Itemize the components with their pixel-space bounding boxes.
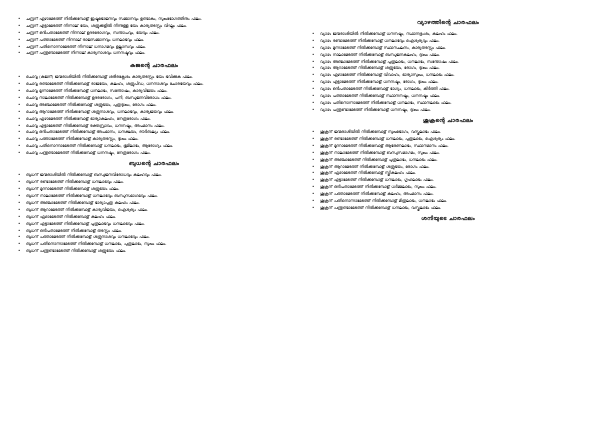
bullet-icon: •	[312, 177, 315, 183]
bullet-icon: •	[18, 136, 21, 142]
list-item-text: ചൊവ്വ രണ്ടാമേടത്ത് നിൽക്കമ്പോള് രാജഭയം, കലഹം, ശത്രുപീഡ, ധനനാശവും ചോരഭയവും ഫലം.	[26, 81, 204, 87]
section	[310, 216, 586, 223]
list-item-text: ചൊവ്വ ആറാമേടത്ത് നിൽക്കമ്പോള് ശത്രുനാശവും, ധനലാഭവും, കാര്യജയവും ഫലം.	[26, 108, 175, 114]
list-item	[16, 179, 292, 184]
list-item-text: വ്യാഴം പന്ത്രണ്ടാമേടത്ത് നിൽക്കമ്പോള് ധനനഷ്ടം, ദുഃഖം ഫലം.	[320, 106, 431, 112]
list-item	[310, 65, 586, 70]
list-item-text: ശുക്രന് ജന്മരാശിയിൽ നിൽക്കമ്പോള് സുഖഭോഗം, വസ്ത്രലാഭം ഫലം.	[320, 129, 442, 135]
list-item-text: വ്യാഴം പത്താമേടത്ത് നിൽക്കമ്പോള് സ്ഥാനനഷ്ടം, ധനനഷ്ടം ഫലം.	[320, 93, 441, 99]
bullet-icon: •	[18, 200, 21, 205]
list-item-text: ചൊവ്വ ഒൻപതാമേടത്ത് നിൽക്കമ്പോള് അപമാനം, ധനക്ഷയം, ദൗർബല്യം ഫലം.	[26, 129, 171, 135]
list-item	[310, 150, 586, 155]
bullet-icon: •	[18, 88, 21, 94]
list-item	[16, 16, 292, 21]
list-item-text: വ്യാഴം മൂന്നാമേടത്ത് നിൽക്കമ്പോള് സ്ഥാനചലനം, കാര്യതടസ്സം ഫലം.	[320, 44, 447, 50]
bullet-icon: •	[18, 16, 21, 21]
list-item	[16, 129, 292, 134]
list-item	[16, 186, 292, 191]
list-item-text: ശുക്രന് ആറാമേടത്ത് നിൽക്കമ്പോള് ശത്രുഭയം, രോഗം ഫലം.	[320, 163, 430, 169]
bullet-icon: •	[18, 115, 21, 121]
list-item	[16, 74, 292, 79]
bullet-icon: •	[312, 79, 315, 85]
list-item	[310, 31, 586, 36]
list-item-text: വ്യാഴം രണ്ടാമേടത്ത് നിൽക്കമ്പോള് ധനലാഭവും ഐശ്വര്യവും ഫലം.	[320, 37, 440, 43]
left-column	[16, 14, 292, 418]
section-heading: വ്യാഴത്തിന്റെ ചാരഫലം	[416, 20, 480, 26]
list-item	[16, 30, 292, 35]
list-item-text: വ്യാഴം നാലാമേടത്ത് നിൽക്കമ്പോള് ബന്ധുജനകലഹം, ദുഃഖം ഫലം.	[320, 51, 441, 57]
bullet-icon: •	[18, 193, 21, 199]
right-column	[310, 14, 586, 418]
list-item	[16, 214, 292, 219]
bullet-icon: •	[18, 241, 21, 247]
list-item	[16, 136, 292, 141]
bullet-icon: •	[18, 220, 21, 226]
section-heading: ബുധന്റെ ചാരഫലം	[128, 161, 180, 168]
bullet-icon: •	[312, 163, 315, 169]
list-item-text: ശുക്രന് പന്ത്രണ്ടാമേടത്ത് നിൽക്കമ്പോള് ധനലാഭം, വസ്ത്രലാഭം ഫലം.	[320, 204, 442, 210]
list-item-text: ചൊവ്വ ഏഴാമേടത്ത് നിൽക്കമ്പോള് ഭാര്യാകലഹം, നേത്രരോഗം ഫലം.	[26, 115, 151, 121]
list-item	[16, 44, 292, 49]
section-list	[310, 129, 586, 210]
list-item-text: ശുക്രന് ഒൻപതാമേടത്ത് നിൽക്കമ്പോള് ധർമ്മലാഭം, സുഖം ഫലം.	[320, 184, 437, 190]
bullet-icon: •	[18, 74, 21, 80]
list-item-text: ചൊവ്വ പന്ത്രണ്ടാമേടത്ത് നിൽക്കമ്പോള് ധനനഷ്ടം, നേത്രരോഗം ഫലം.	[26, 150, 151, 156]
list-item	[16, 193, 292, 198]
list-item-text: ബുധന് പന്ത്രണ്ടാമേടത്ത് നിൽക്കമ്പോള് ശത്രുഭയം ഫലം.	[26, 248, 127, 254]
bullet-icon: •	[312, 65, 315, 71]
list-item-text: വ്യാഴം ജന്മരാശിയിൽ നിൽക്കമ്പോള് ധനനഷ്ടം, സ്ഥാനഭ്രംശം, കലഹം ഫലം.	[320, 31, 458, 36]
left-sections	[16, 57, 292, 255]
list-item	[16, 109, 292, 114]
list-item	[16, 123, 292, 128]
bullet-icon: •	[18, 213, 21, 219]
list-item-text: വ്യാഴം ഏഴാമേടത്ത് നിൽക്കമ്പോള് വിവാഹം, ഭാര്യാസുഖം, ധനലാഭം ഫലം.	[320, 72, 455, 78]
list-item-text: ചൊവ്വ അഞ്ചാമേടത്ത് നിൽക്കമ്പോള് ശത്രുഭയം, പുത്രദുഃഖം, രോഗം ഫലം.	[26, 101, 157, 107]
bullet-icon: •	[312, 191, 315, 197]
bullet-icon: •	[18, 248, 21, 254]
list-item-text: ശുക്രന് രണ്ടാമേടത്ത് നിൽക്കമ്പോള് ധനലാഭം, പുത്രലാഭം, ഐശ്വര്യം ഫലം.	[320, 135, 456, 141]
list-item	[310, 107, 586, 112]
list-item	[16, 221, 292, 226]
list-item	[310, 157, 586, 162]
list-item	[16, 50, 292, 55]
bullet-icon: •	[312, 86, 315, 92]
list-item	[310, 184, 586, 189]
section-heading: ശനിയുടെ ചാരഫലം	[421, 216, 475, 223]
list-item-text: ബുധന് എട്ടാമേടത്ത് നിൽക്കമ്പോള് പുത്രലാഭവും ധനലാഭവും ഫലം.	[26, 220, 145, 226]
bullet-icon: •	[18, 143, 21, 149]
list-item-text: ബുധന് പതിനൊന്നാമേടത്ത് നിൽക്കമ്പോള് ധനലാഭം, പുത്രലാഭം, സുഖം ഫലം.	[26, 241, 167, 247]
list-item-text: ബുധന് പത്താമേടത്ത് നിൽക്കമ്പോള് ശത്രുനാശവും ധനലാഭവും ഫലം.	[26, 234, 150, 240]
bullet-icon: •	[312, 198, 315, 203]
bullet-icon: •	[312, 72, 315, 78]
list-item-text: ബുധന് രണ്ടാമേടത്ത് നിൽക്കമ്പോള് ധനലാഭവും ഫലം.	[26, 179, 124, 185]
list-item-text: ബുധന് ഏഴാമേടത്ത് നിൽക്കമ്പോള് കലഹം ഫലം.	[26, 213, 117, 219]
list-item-text: ചന്ദ്രന് ഏഴാമേടത്ത് നിൽക്കമ്പോള് ഇഷ്ടഭോജനവും സമ്മാനവും ഉണ്ടാകും, സുഖഭോഗത്തിനും ഫലം.	[26, 16, 202, 21]
bullet-icon: •	[18, 129, 21, 135]
bullet-icon: •	[312, 142, 315, 148]
list-item	[16, 200, 292, 205]
bullet-icon: •	[312, 149, 315, 155]
list-item-text: വ്യാഴം അഞ്ചാമേടത്ത് നിൽക്കമ്പോള് പുത്രലാഭം, ധനലാഭം, സന്തോഷം ഫലം.	[320, 58, 460, 64]
list-item-text: ശുക്രന് നാലാമേടത്ത് നിൽക്കമ്പോള് ബന്ധുസമാഗമം, സുഖം ഫലം.	[320, 149, 440, 155]
list-item-text: ബുധന് ഒൻപതാമേടത്ത് നിൽക്കമ്പോള് തടസ്സം ഫലം.	[26, 227, 123, 233]
bullet-icon: •	[312, 184, 315, 190]
list-item	[16, 248, 292, 253]
list-item	[310, 72, 586, 77]
list-item	[16, 241, 292, 246]
section	[310, 118, 586, 210]
list-item-text: ചന്ദ്രന് പത്താമേടത്ത് നിന്നാല് രാജസമ്മാനവും ധനലാഭവും ഫലം.	[26, 36, 145, 42]
list-item	[16, 150, 292, 155]
list-item	[16, 88, 292, 93]
bullet-icon: •	[18, 227, 21, 233]
list-item-text: ചൊവ്വ നാലാമേടത്ത് നിൽക്കമ്പോള് ഉദരരോഗം, പനി, ബന്ധുജനവിരോധം ഫലം.	[26, 95, 172, 101]
bullet-icon: •	[312, 93, 315, 99]
bullet-icon: •	[18, 29, 21, 35]
bullet-icon: •	[18, 36, 21, 42]
right-sections	[310, 14, 586, 227]
bullet-icon: •	[18, 108, 21, 114]
bullet-icon: •	[312, 170, 315, 176]
bullet-icon: •	[312, 129, 315, 135]
bullet-icon: •	[312, 106, 315, 112]
bullet-icon: •	[312, 204, 315, 210]
list-item-text: ബുധന് ആറാമേടത്ത് നിൽക്കമ്പോള് കാര്യവിജയം, ഐശ്വര്യം ഫലം.	[26, 206, 149, 212]
bullet-icon: •	[18, 101, 21, 107]
bullet-icon: •	[312, 44, 315, 50]
list-item-text: ശുക്രന് എട്ടാമേടത്ത് നിൽക്കമ്പോള് ധനലാഭം, ഗൃഹലാഭം ഫലം.	[320, 177, 434, 183]
list-item-text: ശുക്രന് അഞ്ചാമേടത്ത് നിൽക്കമ്പോള് പുത്രലാഭം, ധനലാഭം ഫലം.	[320, 156, 438, 162]
bullet-icon: •	[18, 234, 21, 240]
bullet-icon: •	[18, 43, 21, 49]
list-item	[16, 172, 292, 177]
bullet-icon: •	[18, 81, 21, 87]
intro-list	[16, 16, 292, 57]
list-item-text: ബുധന് ജന്മരാശിയിൽ നിൽക്കമ്പോള് ബന്ധുജനവിരോധവും കലഹവും ഫലം.	[26, 172, 162, 178]
list-item	[310, 79, 586, 84]
bullet-icon: •	[18, 179, 21, 185]
bullet-icon: •	[312, 37, 315, 43]
list-item	[310, 164, 586, 169]
list-item-text: ബുധന് അഞ്ചാമേടത്ത് നിൽക്കമ്പോള് ഭാര്യാപുത്ര കലഹം ഫലം.	[26, 200, 140, 205]
list-item	[310, 143, 586, 148]
list-item	[16, 234, 292, 239]
section-heading: ശുക്രന്റെ ചാരഫലം	[422, 118, 474, 125]
list-item-text: ചന്ദ്രന് എട്ടാമേടത്ത് നിന്നാല് ഭയം, ശത്രുക്കളിൽ നിന്നുള്ള ഭയം കാര്യതടസ്സം വിഘ്നം ഫലം.	[26, 22, 188, 28]
list-item	[16, 207, 292, 212]
list-item	[310, 136, 586, 141]
list-item	[16, 228, 292, 233]
list-item	[16, 23, 292, 28]
bullet-icon: •	[18, 172, 21, 178]
bullet-icon: •	[18, 186, 21, 192]
list-item-text: ശുക്രന് പതിനൊന്നാമേടത്ത് നിൽക്കമ്പോള് മിത്രലാഭം, ധനലാഭം ഫലം.	[320, 198, 448, 203]
bullet-icon: •	[312, 58, 315, 64]
list-item-text: ചൊവ്വ പതിനൊന്നാമേടത്ത് നിൽക്കമ്പോള് ധനലാഭം, ഭൂമിലാഭം, ആരോഗ്യം ഫലം.	[26, 143, 174, 149]
list-item-text: ചന്ദ്രന് ഒൻപതാമേടത്ത് നിന്നാല് ഉദരരോഗവും, സന്താപവും, ഭയവും ഫലം.	[26, 29, 160, 35]
bullet-icon: •	[18, 150, 21, 156]
section-heading: കജന്റെ ചാരഫലം	[129, 63, 179, 70]
list-item	[310, 52, 586, 57]
list-item-text: വ്യാഴം ആറാമേടത്ത് നിൽക്കമ്പോള് ശത്രുഭയം, രോഗം, ദുഃഖം ഫലം.	[320, 65, 440, 71]
list-item	[310, 198, 586, 203]
list-item	[16, 95, 292, 100]
bullet-icon: •	[312, 31, 315, 36]
list-item	[310, 100, 586, 105]
list-item	[310, 93, 586, 98]
list-item	[310, 86, 586, 91]
section	[16, 161, 292, 253]
bullet-icon: •	[312, 99, 315, 105]
list-item	[310, 191, 586, 196]
list-item-text: വ്യാഴം പതിനൊന്നാമേടത്ത് നിൽക്കമ്പോള് ധനലാഭം, സ്ഥാനലാഭം ഫലം.	[320, 99, 452, 105]
bullet-icon: •	[312, 135, 315, 141]
section-list	[16, 74, 292, 155]
section-list	[16, 172, 292, 253]
list-item	[310, 45, 586, 50]
list-item	[310, 170, 586, 175]
list-item	[310, 59, 586, 64]
list-item-text: വ്യാഴം ഒൻപതാമേടത്ത് നിൽക്കമ്പോള് ഭാഗ്യം, ധനലാഭം, കീർത്തി ഫലം.	[320, 86, 450, 92]
bullet-icon: •	[18, 95, 21, 101]
list-item	[16, 37, 292, 42]
bullet-icon: •	[18, 206, 21, 212]
list-item-text: ശുക്രന് മൂന്നാമേടത്ത് നിൽക്കമ്പോള് ആഭരണലാഭം, സ്ഥാനമാനം ഫലം.	[320, 142, 449, 148]
bullet-icon: •	[18, 50, 21, 56]
list-item	[16, 102, 292, 107]
bullet-icon: •	[312, 156, 315, 162]
list-item	[310, 129, 586, 134]
list-item	[310, 205, 586, 210]
list-item-text: വ്യാഴം എട്ടാമേടത്ത് നിൽക്കമ്പോള് ധനനഷ്ടം, രോഗം, ദുഃഖം ഫലം.	[320, 79, 439, 85]
bullet-icon: •	[18, 122, 21, 128]
bullet-icon: •	[312, 51, 315, 57]
list-item-text: ചൊവ്വ മൂന്നാമേടത്ത് നിൽക്കമ്പോള് ധനലാഭം, സന്തോഷം, കാര്യവിജയം ഫലം.	[26, 88, 168, 94]
list-item	[16, 81, 292, 86]
list-item-text: ബുധന് മൂന്നാമേടത്ത് നിൽക്കമ്പോള് ശത്രുഭയം ഫലം.	[26, 186, 120, 192]
list-item-text: ബുധന് നാലാമേടത്ത് നിൽക്കമ്പോള് ധനലാഭവും ബന്ധുസമാഗമവും ഫലം.	[26, 193, 158, 199]
list-item	[310, 177, 586, 182]
list-item-text: ശുക്രന് ഏഴാമേടത്ത് നിൽക്കമ്പോള് സ്ത്രീകലഹം ഫലം.	[320, 170, 417, 176]
section	[16, 63, 292, 155]
section-list	[310, 31, 586, 112]
list-item-text: ചൊവ്വ എട്ടാമേടത്ത് നിൽക്കമ്പോള് രക്തസ്രാവം, ധനനഷ്ടം, അപമാനം ഫലം.	[26, 122, 165, 128]
list-item	[16, 143, 292, 148]
list-item-text: ശുക്രന് പത്താമേടത്ത് നിൽക്കമ്പോള് കലഹം, അപമാനം ഫലം.	[320, 191, 434, 197]
list-item-text: ചന്ദ്രന് പന്ത്രണ്ടാമേടത്ത് നിന്നാല് കാര്യനാശവും ധനനഷ്ടവും ഫലം.	[26, 50, 146, 56]
list-item-text: ചന്ദ്രന് പതിനൊന്നാമേടത്ത് നിന്നാല് ധനാഗമവും ഉല്ലാസവും ഫലം.	[26, 43, 147, 49]
section	[310, 20, 586, 112]
list-item-text: ചൊവ്വ പത്താമേടത്ത് നിൽക്കമ്പോള് കാര്യതടസ്സം, ദുഃഖം ഫലം.	[26, 136, 139, 142]
list-item	[310, 38, 586, 43]
list-item	[16, 116, 292, 121]
bullet-icon: •	[18, 22, 21, 28]
list-item-text: ചൊവ്വ (കുജന്) ജന്മരാശിയിൽ നിൽക്കമ്പോള് ശരീരക്ലേശം കാര്യതടസ്സം ഭയം ഭവിക്കുക ഫലം.	[26, 74, 194, 80]
